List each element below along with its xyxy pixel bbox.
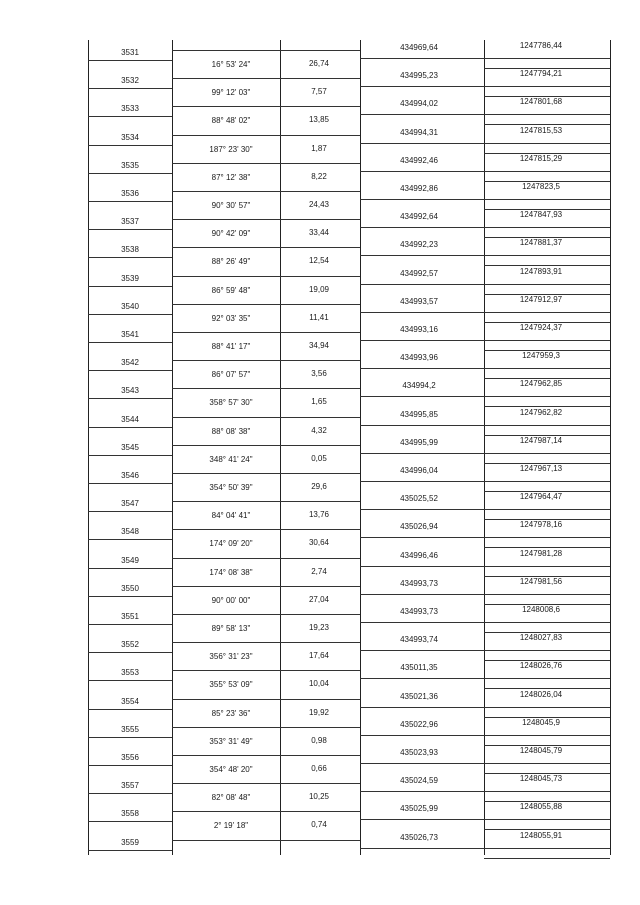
row-rule: [88, 624, 172, 625]
row-rule: [172, 191, 360, 192]
x-coordinate: 434993,73: [400, 607, 438, 616]
y-coordinate: 1247881,37: [519, 238, 563, 248]
row-rule: [172, 727, 360, 728]
y-coordinate: 1248055,88: [519, 802, 563, 812]
x-coordinate: 434993,74: [400, 635, 438, 645]
direction-angle: 88° 26' 49": [211, 257, 251, 267]
direction-angle: 354° 48' 20": [209, 765, 253, 774]
row-rule: [360, 143, 610, 144]
direction-angle: 86° 07' 57": [211, 370, 251, 380]
x-coordinate: 434994,2: [402, 381, 436, 391]
row-rule: [88, 511, 172, 512]
segment-length: 34,94: [308, 341, 330, 350]
row-rule: [484, 858, 610, 859]
row-rule: [88, 173, 172, 174]
direction-angle: 88° 48' 02": [211, 116, 251, 126]
direction-angle: 356° 31' 23": [209, 652, 253, 662]
point-number: 3547: [121, 499, 139, 509]
row-rule: [172, 304, 360, 305]
point-number: 3546: [121, 471, 139, 480]
segment-length: 26,74: [308, 59, 330, 68]
row-rule: [172, 670, 360, 671]
direction-angle: 187° 23' 30": [209, 144, 253, 154]
row-rule: [88, 850, 172, 851]
segment-length: 1,65: [311, 397, 327, 407]
y-coordinate: 1247967,13: [519, 464, 563, 473]
row-rule: [360, 566, 610, 567]
row-rule: [172, 840, 360, 841]
row-rule: [88, 483, 172, 484]
row-rule: [172, 473, 360, 474]
segment-length: 7,57: [311, 87, 327, 97]
point-number: 3533: [121, 104, 139, 114]
row-rule: [172, 247, 360, 248]
row-rule: [360, 425, 610, 426]
row-rule: [172, 219, 360, 220]
row-rule: [88, 398, 172, 399]
row-rule: [172, 276, 360, 277]
direction-angle: 82° 08' 48": [211, 793, 251, 803]
row-rule: [172, 614, 360, 615]
direction-angle: 354° 50' 39": [209, 483, 253, 492]
x-coordinate: 435011,35: [400, 663, 438, 673]
row-rule: [360, 707, 610, 708]
x-coordinate: 435026,94: [400, 522, 438, 532]
row-rule: [360, 819, 610, 820]
y-coordinate: 1248045,79: [519, 746, 563, 755]
row-rule: [172, 558, 360, 559]
point-number: 3537: [121, 217, 139, 227]
x-coordinate: 435023,93: [400, 748, 438, 757]
row-rule: [88, 652, 172, 653]
direction-angle: 174° 08' 38": [209, 567, 253, 577]
y-coordinate: 1247893,91: [519, 266, 563, 276]
row-rule: [172, 755, 360, 756]
y-coordinate: 1248045,9: [522, 717, 560, 727]
segment-length: 13,76: [308, 510, 330, 520]
row-rule: [360, 199, 610, 200]
y-coordinate: 1247794,21: [519, 69, 563, 79]
row-rule: [88, 709, 172, 710]
row-rule: [88, 116, 172, 117]
row-rule: [88, 88, 172, 89]
row-rule: [360, 594, 610, 595]
direction-angle: 90° 42' 09": [211, 229, 251, 239]
point-number: 3544: [121, 414, 139, 424]
row-rule: [88, 314, 172, 315]
direction-angle: 90° 30' 57": [211, 201, 251, 210]
row-rule: [360, 396, 610, 397]
point-number: 3539: [121, 273, 139, 283]
x-coordinate: 434995,23: [400, 71, 438, 81]
row-rule: [88, 145, 172, 146]
row-rule: [172, 50, 360, 51]
segment-length: 19,23: [308, 623, 330, 632]
x-coordinate: 434993,57: [400, 296, 438, 306]
segment-length: 0,05: [311, 453, 327, 463]
row-rule: [360, 284, 610, 285]
point-number: 3531: [121, 48, 139, 57]
row-rule: [88, 229, 172, 230]
row-rule: [88, 342, 172, 343]
x-coordinate: 434969,64: [400, 43, 438, 52]
row-rule: [360, 848, 610, 849]
row-rule: [88, 257, 172, 258]
direction-angle: 85° 23' 36": [211, 708, 251, 718]
point-number: 3554: [121, 696, 139, 706]
point-number: 3558: [121, 809, 139, 819]
row-rule: [88, 427, 172, 428]
x-coordinate: 434995,85: [400, 409, 438, 419]
y-coordinate: 1247912,97: [519, 294, 563, 304]
direction-angle: 86° 59' 48": [211, 285, 251, 295]
x-coordinate: 434992,86: [400, 184, 438, 193]
row-rule: [360, 312, 610, 313]
point-number: 3550: [121, 583, 139, 593]
row-rule: [172, 586, 360, 587]
segment-length: 1,87: [311, 143, 327, 153]
point-number: 3549: [121, 555, 139, 565]
x-coordinate: 435025,52: [400, 494, 438, 504]
y-coordinate: 1247964,47: [519, 492, 563, 502]
row-rule: [88, 455, 172, 456]
direction-angle: 2° 19' 18": [213, 821, 249, 831]
row-rule: [360, 735, 610, 736]
point-number: 3534: [121, 132, 139, 142]
row-rule: [88, 737, 172, 738]
row-rule: [172, 360, 360, 361]
direction-angle: 99° 12' 03": [211, 88, 251, 98]
x-coordinate: 434993,73: [400, 578, 438, 588]
segment-length: 33,44: [308, 228, 330, 238]
row-rule: [172, 642, 360, 643]
row-rule: [88, 539, 172, 540]
point-number: 3551: [121, 612, 139, 621]
direction-angle: 92° 03' 35": [211, 313, 251, 323]
segment-length: 10,04: [308, 679, 330, 689]
x-coordinate: 435026,73: [400, 832, 438, 842]
y-coordinate: 1247962,85: [519, 379, 563, 389]
row-rule: [172, 783, 360, 784]
x-coordinate: 435021,36: [400, 691, 438, 701]
x-coordinate: 435024,59: [400, 776, 438, 786]
row-rule: [360, 227, 610, 228]
row-rule: [360, 171, 610, 172]
row-rule: [360, 791, 610, 792]
direction-angle: 358° 57' 30": [209, 398, 253, 408]
y-coordinate: 1247978,16: [519, 520, 563, 530]
y-coordinate: 1247924,37: [519, 323, 563, 332]
direction-angle: 353° 31' 49": [209, 736, 253, 746]
segment-length: 30,64: [308, 538, 330, 548]
y-coordinate: 1247987,14: [519, 435, 563, 445]
row-rule: [172, 388, 360, 389]
point-number: 3545: [121, 442, 139, 452]
row-rule: [172, 501, 360, 502]
y-coordinate: 1247962,82: [519, 407, 563, 417]
y-coordinate: 1247981,28: [519, 548, 563, 558]
column-divider: [360, 40, 361, 855]
point-number: 3553: [121, 668, 139, 678]
row-rule: [360, 678, 610, 679]
row-rule: [172, 529, 360, 530]
point-number: 3555: [121, 724, 139, 734]
direction-angle: 89° 58' 13": [211, 624, 251, 633]
row-rule: [88, 286, 172, 287]
row-rule: [172, 811, 360, 812]
segment-length: 4,32: [311, 425, 327, 435]
y-coordinate: 1248045,73: [519, 774, 563, 784]
direction-angle: 90° 00' 00": [211, 595, 251, 605]
row-rule: [360, 481, 610, 482]
row-rule: [360, 537, 610, 538]
direction-angle: 355° 53' 09": [209, 680, 253, 690]
segment-length: 8,22: [311, 171, 327, 181]
segment-length: 12,54: [308, 256, 330, 266]
row-rule: [88, 680, 172, 681]
point-number: 3552: [121, 640, 139, 650]
y-coordinate: 1247981,56: [519, 576, 563, 586]
direction-angle: 348° 41' 24": [209, 454, 253, 464]
column-divider: [88, 40, 89, 855]
row-rule: [88, 201, 172, 202]
point-number: 3538: [121, 245, 139, 255]
point-number: 3532: [121, 76, 139, 86]
row-rule: [360, 650, 610, 651]
row-rule: [88, 60, 172, 61]
x-coordinate: 435025,99: [400, 804, 438, 814]
y-coordinate: 1248026,04: [519, 689, 563, 699]
row-rule: [88, 596, 172, 597]
y-coordinate: 1247786,44: [519, 41, 563, 50]
x-coordinate: 434992,57: [400, 268, 438, 278]
row-rule: [360, 453, 610, 454]
direction-angle: 84° 04' 41": [211, 511, 251, 521]
row-rule: [172, 163, 360, 164]
direction-angle: 88° 08' 38": [211, 426, 251, 436]
row-rule: [360, 114, 610, 115]
point-number: 3541: [121, 330, 139, 339]
x-coordinate: 434993,96: [400, 353, 438, 363]
segment-length: 11,41: [309, 312, 329, 322]
x-coordinate: 434996,46: [400, 550, 438, 560]
row-rule: [360, 58, 610, 59]
row-rule: [360, 763, 610, 764]
row-rule: [88, 765, 172, 766]
y-coordinate: 1247959,3: [522, 351, 560, 361]
y-coordinate: 1248027,83: [519, 633, 563, 643]
direction-angle: 87° 12' 38": [211, 172, 251, 182]
row-rule: [88, 821, 172, 822]
y-coordinate: 1248026,76: [519, 661, 563, 671]
point-number: 3548: [121, 527, 139, 537]
y-coordinate: 1247847,93: [519, 210, 563, 220]
y-coordinate: 1248055,91: [519, 830, 563, 840]
y-coordinate: 1247823,5: [522, 182, 560, 191]
segment-length: 19,09: [308, 284, 330, 294]
direction-angle: 88° 41' 17": [211, 342, 251, 351]
point-number: 3535: [121, 160, 139, 170]
y-coordinate: 1247801,68: [519, 97, 563, 107]
row-rule: [172, 78, 360, 79]
segment-length: 10,25: [308, 792, 330, 802]
segment-length: 29,6: [311, 482, 327, 491]
point-number: 3543: [121, 386, 139, 396]
row-rule: [360, 622, 610, 623]
x-coordinate: 434995,99: [400, 437, 438, 447]
direction-angle: 174° 09' 20": [209, 539, 253, 549]
row-rule: [360, 340, 610, 341]
x-coordinate: 434992,46: [400, 155, 438, 165]
x-coordinate: 435022,96: [400, 719, 438, 729]
row-rule: [172, 135, 360, 136]
row-rule: [172, 699, 360, 700]
segment-length: 3,56: [311, 369, 327, 379]
point-number: 3559: [121, 837, 139, 847]
x-coordinate: 434992,23: [400, 240, 438, 250]
x-coordinate: 434992,64: [400, 212, 438, 222]
row-rule: [172, 445, 360, 446]
row-rule: [88, 370, 172, 371]
y-coordinate: 1247815,29: [519, 153, 563, 163]
row-rule: [172, 106, 360, 107]
row-rule: [172, 332, 360, 333]
segment-length: 17,64: [308, 651, 330, 661]
segment-length: 2,74: [311, 566, 327, 576]
segment-length: 13,85: [308, 115, 330, 125]
column-divider: [484, 40, 485, 855]
column-divider: [610, 40, 611, 855]
row-rule: [360, 509, 610, 510]
x-coordinate: 434993,16: [400, 325, 438, 334]
row-rule: [88, 793, 172, 794]
point-number: 3556: [121, 753, 139, 762]
row-rule: [360, 86, 610, 87]
x-coordinate: 434996,04: [400, 466, 438, 475]
row-rule: [88, 568, 172, 569]
row-rule: [360, 368, 610, 369]
y-coordinate: 1248008,6: [522, 605, 560, 614]
segment-length: 0,74: [311, 820, 327, 830]
y-coordinate: 1247815,53: [519, 125, 563, 135]
x-coordinate: 434994,31: [400, 127, 438, 137]
segment-length: 24,43: [308, 200, 330, 209]
point-number: 3557: [121, 781, 139, 791]
segment-length: 27,04: [308, 594, 330, 604]
point-number: 3542: [121, 358, 139, 368]
x-coordinate: 434994,02: [400, 99, 438, 109]
segment-length: 19,92: [308, 707, 330, 717]
row-rule: [172, 417, 360, 418]
point-number: 3540: [121, 301, 139, 311]
segment-length: 0,66: [311, 764, 327, 773]
direction-angle: 16° 53' 24": [211, 60, 251, 69]
point-number: 3536: [121, 189, 139, 198]
segment-length: 0,98: [311, 735, 327, 745]
row-rule: [360, 255, 610, 256]
